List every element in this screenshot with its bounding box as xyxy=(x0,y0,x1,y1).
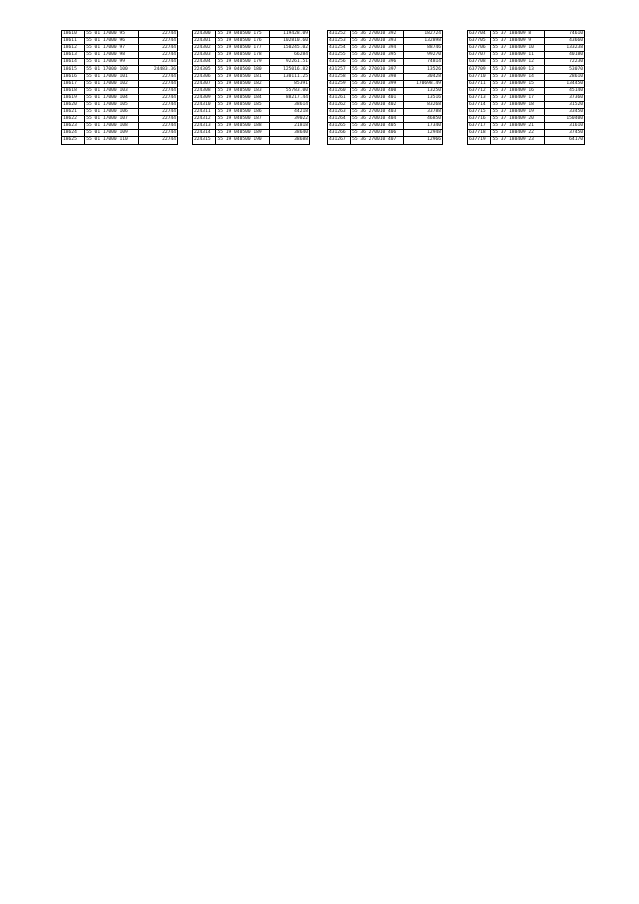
table-row xyxy=(193,31,309,38)
table-row xyxy=(193,123,309,130)
record-code-cell: 55 19 040500 185 xyxy=(216,101,270,108)
row-number-cell: 431267 xyxy=(328,137,351,144)
table-row xyxy=(328,101,442,108)
amount-cell: 182724 xyxy=(403,31,442,38)
record-code-cell: 55 19 040500 178 xyxy=(216,52,270,59)
record-code-cell: 55 19 040500 175 xyxy=(216,31,270,38)
amount-cell: 37360 xyxy=(545,94,584,101)
record-code-cell: 55 36 270010 402 xyxy=(351,101,404,108)
amount-cell: 64170 xyxy=(569,137,583,143)
record-code-cell: 55 36 270010 407 xyxy=(351,137,404,144)
record-code-cell: 55 01 17000 110 xyxy=(85,137,138,144)
row-number-cell: 18621 xyxy=(62,109,85,116)
amount-cell: 28610 xyxy=(545,73,584,80)
row-number-cell: 637719 xyxy=(468,137,491,144)
amount-cell: 30428 xyxy=(403,73,442,80)
record-code-cell: 55 37 180409 16 xyxy=(491,87,545,94)
amount-cell: 88217.44 xyxy=(270,94,309,101)
record-code-cell: 55 36 270010 392 xyxy=(351,31,404,38)
record-code-cell: 55 19 040500 182 xyxy=(216,80,270,87)
table-row xyxy=(62,137,177,144)
record-code-cell: 55 37 180409 22 xyxy=(491,130,545,137)
amount-cell: 21818 xyxy=(270,123,309,130)
row-number-cell: 637711 xyxy=(468,80,491,87)
amount-cell: 22744 xyxy=(138,45,177,52)
amount-cell: 22744 xyxy=(138,59,177,66)
row-number-cell: 637706 xyxy=(468,45,491,52)
amount-cell: 22744 xyxy=(138,73,177,80)
row-number-cell: 431265 xyxy=(328,123,351,130)
table-row xyxy=(468,109,584,116)
row-number-cell: 431255 xyxy=(328,52,351,59)
data-table xyxy=(193,31,309,144)
record-code-cell: 55 36 270010 398 xyxy=(351,73,404,80)
amount-cell: 22744 xyxy=(162,137,176,143)
amount-cell: 22744 xyxy=(138,87,177,94)
amount-cell: 53070 xyxy=(545,66,584,73)
table-row xyxy=(328,87,442,94)
table-row xyxy=(62,101,177,108)
row-number-cell: 431263 xyxy=(328,109,351,116)
amount-cell: 22744 xyxy=(138,80,177,87)
record-code-cell: 55 01 17000 103 xyxy=(85,87,138,94)
row-number-cell: 18623 xyxy=(62,123,85,130)
row-number-cell: 224310 xyxy=(193,101,216,108)
record-code-cell: 55 19 040500 181 xyxy=(216,73,270,80)
record-code-cell: 55 19 040500 184 xyxy=(216,94,270,101)
table-row xyxy=(328,116,442,123)
record-code-cell: 55 37 180409 21 xyxy=(491,123,545,130)
amount-cell: 33450 xyxy=(545,109,584,116)
record-code-cell: 55 19 040500 189 xyxy=(216,130,270,137)
record-code-cell: 55 19 040500 177 xyxy=(216,45,270,52)
record-code-cell: 55 36 270010 397 xyxy=(351,66,404,73)
row-number-cell: 637718 xyxy=(468,130,491,137)
table-row xyxy=(62,80,177,87)
amount-cell: 46850 xyxy=(403,116,442,123)
row-number-cell: 224306 xyxy=(193,73,216,80)
record-code-cell: 55 37 180409 15 xyxy=(491,80,545,87)
amount-cell: 12948 xyxy=(403,130,442,137)
table-row xyxy=(328,73,442,80)
row-number-cell: 431257 xyxy=(328,66,351,73)
record-code-cell: 55 37 180409 17 xyxy=(491,94,545,101)
table-row xyxy=(62,59,177,66)
row-number-cell: 18611 xyxy=(62,38,85,45)
amount-cell: 31610 xyxy=(545,123,584,130)
table-row xyxy=(328,52,442,59)
amount-cell: 170698.49 xyxy=(403,80,442,87)
amount-cell: 44218 xyxy=(270,109,309,116)
table-row xyxy=(62,52,177,59)
amount-cell: 74814 xyxy=(403,59,442,66)
row-number-cell: 18613 xyxy=(62,52,85,59)
amount-cell: 132898 xyxy=(403,38,442,45)
table-row xyxy=(328,80,442,87)
row-number-cell: 224305 xyxy=(193,66,216,73)
record-code-cell: 55 01 17000 102 xyxy=(85,80,138,87)
table-row xyxy=(468,59,584,66)
table-row xyxy=(193,52,309,59)
record-code-cell: 55 36 270010 394 xyxy=(351,45,404,52)
table-column-2 xyxy=(192,30,310,145)
amount-cell: 17340 xyxy=(403,123,442,130)
row-number-cell: 224312 xyxy=(193,116,216,123)
amount-cell: 99270 xyxy=(403,52,442,59)
record-code-cell: 55 37 180409 10 xyxy=(491,45,545,52)
row-number-cell: 18622 xyxy=(62,116,85,123)
amount-cell: 133238 xyxy=(545,45,584,52)
row-number-cell: 431266 xyxy=(328,130,351,137)
amount-cell: 45140 xyxy=(545,87,584,94)
row-number-cell: 431264 xyxy=(328,116,351,123)
row-number-cell: 637708 xyxy=(468,59,491,66)
table-row xyxy=(328,38,442,45)
record-code-cell: 55 19 040500 187 xyxy=(216,116,270,123)
row-number-cell: 224301 xyxy=(193,38,216,45)
amount-cell: 130111.25 xyxy=(270,73,309,80)
table-row xyxy=(328,45,442,52)
row-number-cell: 637712 xyxy=(468,87,491,94)
table-row xyxy=(193,94,309,101)
record-code-cell: 55 36 270010 406 xyxy=(351,130,404,137)
table-row xyxy=(193,101,309,108)
table-row xyxy=(328,66,442,73)
table-row xyxy=(468,80,584,87)
record-code-cell: 55 01 17000 95 xyxy=(85,31,138,38)
amount-cell: 55783.00 xyxy=(270,87,309,94)
row-number-cell: 431260 xyxy=(328,87,351,94)
table-row xyxy=(468,130,584,137)
row-number-cell: 431252 xyxy=(328,31,351,38)
record-code-cell: 55 37 180409 23 xyxy=(491,137,545,144)
row-number-cell: 18610 xyxy=(62,31,85,38)
amount-cell: 31520 xyxy=(545,101,584,108)
row-number-cell: 637716 xyxy=(468,116,491,123)
table-row xyxy=(62,66,177,73)
record-code-cell: 55 01 17000 100 xyxy=(85,66,138,73)
amount-cell: 92261.51 xyxy=(270,59,309,66)
row-number-cell: 431256 xyxy=(328,59,351,66)
record-code-cell: 55 01 17000 97 xyxy=(85,45,138,52)
amount-cell: 22744 xyxy=(138,116,177,123)
row-number-cell: 224302 xyxy=(193,45,216,52)
table-row xyxy=(468,52,584,59)
amount-cell: 72230 xyxy=(545,59,584,66)
amount-cell: 22744 xyxy=(138,123,177,130)
record-code-cell: 55 19 040500 188 xyxy=(216,123,270,130)
amount-cell: 39022 xyxy=(270,116,309,123)
row-number-cell: 224307 xyxy=(193,80,216,87)
table-row xyxy=(193,66,309,73)
table-row xyxy=(468,101,584,108)
record-code-cell: 55 36 270010 393 xyxy=(351,38,404,45)
row-number-cell: 18620 xyxy=(62,101,85,108)
row-number-cell: 224308 xyxy=(193,87,216,94)
amount-cell: 83268 xyxy=(403,101,442,108)
table-row xyxy=(193,109,309,116)
record-code-cell: 55 19 040500 176 xyxy=(216,38,270,45)
table-row xyxy=(62,130,177,137)
table-row xyxy=(468,73,584,80)
table-column-4 xyxy=(467,30,585,145)
row-number-cell: 637715 xyxy=(468,109,491,116)
row-number-cell: 18619 xyxy=(62,94,85,101)
row-number-cell: 224304 xyxy=(193,59,216,66)
amount-cell: 33788 xyxy=(403,109,442,116)
table-row xyxy=(62,31,177,38)
amount-cell: 22744 xyxy=(138,109,177,116)
table-row xyxy=(62,38,177,45)
record-code-cell: 55 36 270010 403 xyxy=(351,109,404,116)
record-code-cell: 55 01 17000 105 xyxy=(85,101,138,108)
table-row xyxy=(193,137,309,144)
row-number-cell: 224300 xyxy=(193,31,216,38)
row-number-cell: 431259 xyxy=(328,80,351,87)
record-code-cell: 55 01 17000 109 xyxy=(85,130,138,137)
data-table xyxy=(328,31,442,144)
amount-cell: 38614 xyxy=(270,101,309,108)
record-code-cell: 55 01 17000 106 xyxy=(85,109,138,116)
table-column-1 xyxy=(61,30,178,145)
record-code-cell: 55 37 180409 19 xyxy=(491,109,545,116)
table-row xyxy=(62,123,177,130)
amount-cell: 22744 xyxy=(138,94,177,101)
data-table xyxy=(62,31,177,144)
row-number-cell: 18615 xyxy=(62,66,85,73)
row-number-cell: 224303 xyxy=(193,52,216,59)
row-number-cell: 224313 xyxy=(193,123,216,130)
record-code-cell: 55 37 180409 8 xyxy=(491,31,545,38)
amount-cell: 43660 xyxy=(545,38,584,45)
row-number-cell: 637705 xyxy=(468,38,491,45)
table-row xyxy=(193,130,309,137)
amount-cell: 150400 xyxy=(545,116,584,123)
record-code-cell: 55 37 180409 13 xyxy=(491,66,545,73)
record-code-cell: 55 37 180409 9 xyxy=(491,38,545,45)
amount-cell: 22744 xyxy=(138,130,177,137)
row-number-cell: 637704 xyxy=(468,31,491,38)
table-row xyxy=(328,123,442,130)
row-number-cell: 431262 xyxy=(328,101,351,108)
amount-cell: 102810.60 xyxy=(270,38,309,45)
amount-cell: 12966 xyxy=(427,137,441,143)
table-row xyxy=(468,38,584,45)
row-number-cell: 18616 xyxy=(62,73,85,80)
table-row xyxy=(193,73,309,80)
table-row xyxy=(193,59,309,66)
row-number-cell: 637714 xyxy=(468,101,491,108)
record-code-cell: 55 01 17000 98 xyxy=(85,52,138,59)
amount-cell: 22744 xyxy=(138,31,177,38)
table-row xyxy=(193,45,309,52)
table-row xyxy=(193,80,309,87)
amount-cell: 150245.02 xyxy=(270,45,309,52)
row-number-cell: 637717 xyxy=(468,123,491,130)
record-code-cell: 55 36 270010 401 xyxy=(351,94,404,101)
row-number-cell: 18618 xyxy=(62,87,85,94)
record-code-cell: 55 36 270010 400 xyxy=(351,87,404,94)
table-row xyxy=(468,116,584,123)
record-code-cell: 55 36 270010 396 xyxy=(351,59,404,66)
table-row xyxy=(328,59,442,66)
record-code-cell: 55 37 180409 11 xyxy=(491,52,545,59)
record-code-cell: 55 01 17000 104 xyxy=(85,94,138,101)
row-number-cell: 18624 xyxy=(62,130,85,137)
record-code-cell: 55 19 040500 186 xyxy=(216,109,270,116)
table-row xyxy=(193,38,309,45)
record-code-cell: 55 36 270010 405 xyxy=(351,123,404,130)
table-row xyxy=(62,73,177,80)
table-row xyxy=(468,94,584,101)
amount-cell: 125016.82 xyxy=(270,66,309,73)
table-row xyxy=(193,87,309,94)
table-row xyxy=(328,31,442,38)
table-row xyxy=(328,109,442,116)
table-row xyxy=(468,123,584,130)
table-row xyxy=(468,66,584,73)
table-row xyxy=(468,45,584,52)
record-code-cell: 55 19 040500 190 xyxy=(216,137,270,144)
row-number-cell: 224315 xyxy=(193,137,216,144)
amount-cell: 74610 xyxy=(545,31,584,38)
table-row xyxy=(62,116,177,123)
row-number-cell: 431253 xyxy=(328,38,351,45)
table-row xyxy=(328,94,442,101)
row-number-cell: 431258 xyxy=(328,73,351,80)
amount-cell: 66284 xyxy=(270,52,309,59)
row-number-cell: 224311 xyxy=(193,109,216,116)
amount-cell: 85391 xyxy=(270,80,309,87)
row-number-cell: 431261 xyxy=(328,94,351,101)
amount-cell: 13250 xyxy=(403,87,442,94)
table-row xyxy=(193,116,309,123)
amount-cell: 22744 xyxy=(138,52,177,59)
row-number-cell: 18614 xyxy=(62,59,85,66)
record-code-cell: 55 37 180409 20 xyxy=(491,116,545,123)
amount-cell: 38640 xyxy=(270,130,309,137)
row-number-cell: 18612 xyxy=(62,45,85,52)
row-number-cell: 637707 xyxy=(468,52,491,59)
table-column-3 xyxy=(327,30,443,145)
amount-cell: 119428.09 xyxy=(270,31,309,38)
amount-cell: 134450 xyxy=(545,80,584,87)
record-code-cell: 55 19 040500 183 xyxy=(216,87,270,94)
record-code-cell: 55 36 270010 404 xyxy=(351,116,404,123)
record-code-cell: 55 01 17000 96 xyxy=(85,38,138,45)
record-code-cell: 55 37 180409 18 xyxy=(491,101,545,108)
row-number-cell: 224309 xyxy=(193,94,216,101)
table-row xyxy=(468,137,584,144)
table-row xyxy=(62,109,177,116)
record-code-cell: 55 36 270010 399 xyxy=(351,80,404,87)
amount-cell: 24483.36 xyxy=(138,66,177,73)
table-row xyxy=(62,94,177,101)
record-code-cell: 55 37 180409 12 xyxy=(491,59,545,66)
amount-cell: 88746 xyxy=(403,45,442,52)
amount-cell: 22744 xyxy=(138,38,177,45)
table-row xyxy=(468,31,584,38)
data-table xyxy=(468,31,584,144)
table-row xyxy=(62,87,177,94)
row-number-cell: 18617 xyxy=(62,80,85,87)
record-code-cell: 55 01 17000 101 xyxy=(85,73,138,80)
row-number-cell: 224314 xyxy=(193,130,216,137)
table-row xyxy=(328,130,442,137)
amount-cell: 13526 xyxy=(403,66,442,73)
record-code-cell: 55 01 17000 99 xyxy=(85,59,138,66)
record-code-cell: 55 19 040500 179 xyxy=(216,59,270,66)
amount-cell: 22744 xyxy=(138,101,177,108)
row-number-cell: 637710 xyxy=(468,73,491,80)
table-row xyxy=(328,137,442,144)
row-number-cell: 637709 xyxy=(468,66,491,73)
table-row xyxy=(468,87,584,94)
row-number-cell: 637713 xyxy=(468,94,491,101)
record-code-cell: 55 01 17000 107 xyxy=(85,116,138,123)
row-number-cell: 431254 xyxy=(328,45,351,52)
amount-cell: 13516 xyxy=(403,94,442,101)
record-code-cell: 55 19 040500 180 xyxy=(216,66,270,73)
record-code-cell: 55 36 270010 395 xyxy=(351,52,404,59)
record-code-cell: 55 37 180409 14 xyxy=(491,73,545,80)
amount-cell: 38688 xyxy=(294,137,308,143)
record-code-cell: 55 01 17000 108 xyxy=(85,123,138,130)
amount-cell: 40180 xyxy=(545,52,584,59)
table-row xyxy=(62,45,177,52)
row-number-cell: 18625 xyxy=(62,137,85,144)
amount-cell: 37450 xyxy=(545,130,584,137)
